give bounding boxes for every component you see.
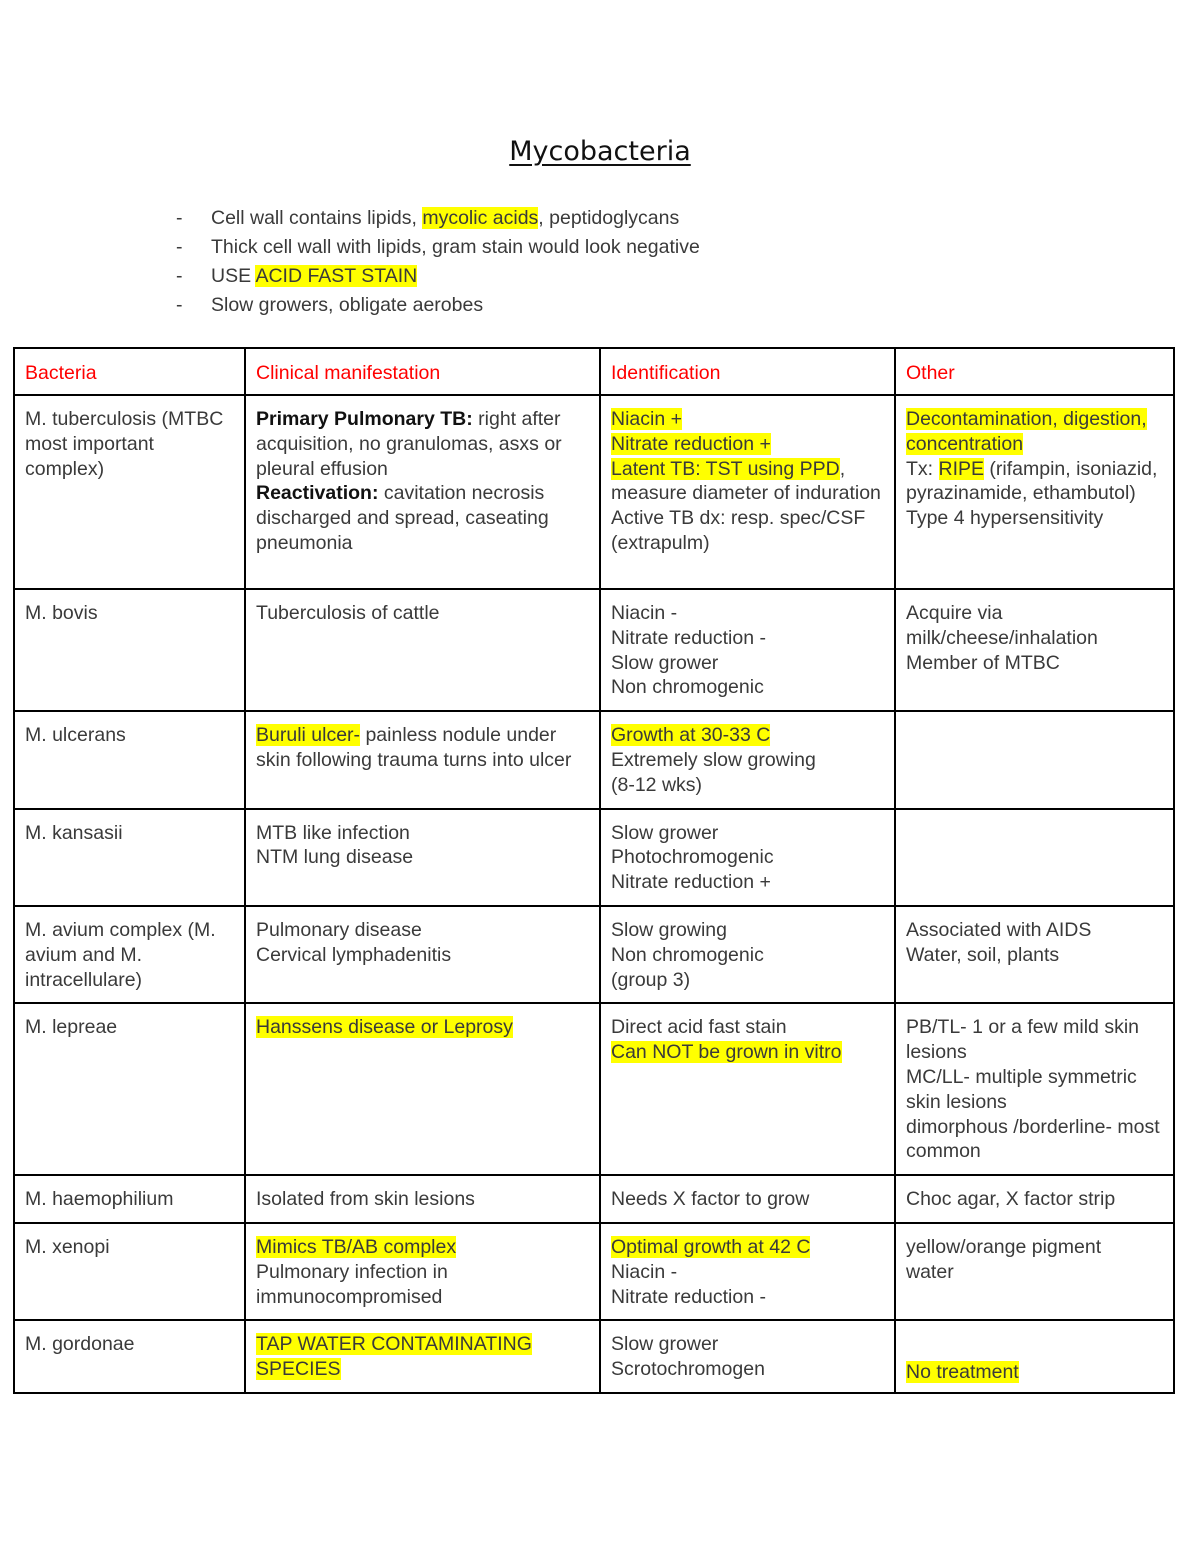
header-cell-identification: Identification xyxy=(600,348,895,395)
bacteria-cell: M. avium complex (M. avium and M. intracellulare) xyxy=(14,906,245,1003)
cell-text: Scrotochromogen xyxy=(611,1358,765,1381)
cell-text: Water, soil, plants xyxy=(906,943,1060,966)
bacteria-cell: M. xenopi xyxy=(14,1223,245,1320)
mycobacteria-table xyxy=(13,347,1175,1394)
bacteria-cell: M. gordonae xyxy=(14,1320,245,1393)
highlighted-text: Growth at 30-33 C xyxy=(611,724,771,747)
cell-text: Niacin - xyxy=(611,1260,678,1283)
identification-cell xyxy=(600,1003,895,1175)
clinical-cell xyxy=(245,395,600,589)
clinical-cell xyxy=(245,809,600,906)
highlighted-text: TAP WATER CONTAMINATING SPECIES xyxy=(256,1333,532,1381)
table-row xyxy=(14,809,1174,906)
identification-cell xyxy=(600,1320,895,1393)
cell-text: right after acquisition, no granulomas, asxs or pleural effusion xyxy=(256,408,562,480)
cell-text: Pulmonary infection in immunocompromised xyxy=(256,1260,448,1308)
cell-text: Slow grower xyxy=(611,821,719,844)
identification-cell xyxy=(600,1223,895,1320)
bacteria-cell: M. ulcerans xyxy=(14,711,245,808)
cell-text: Member of MTBC xyxy=(906,651,1060,674)
bullet-text: Thick cell wall with lipids, gram stain would look negative xyxy=(211,236,700,258)
table-row xyxy=(14,1003,1174,1175)
bullet-list xyxy=(174,204,700,320)
clinical-cell: Tuberculosis of cattle xyxy=(245,589,600,711)
bullet-text: Cell wall contains lipids, xyxy=(211,207,423,229)
cell-text: NTM lung disease xyxy=(256,846,414,869)
highlighted-text: Hanssens disease or Leprosy xyxy=(256,1016,513,1039)
bacteria-cell: M. lepreae xyxy=(14,1003,245,1175)
highlighted-text: Mimics TB/AB complex xyxy=(256,1235,457,1258)
identification-cell xyxy=(600,906,895,1003)
bullet-item xyxy=(174,204,700,233)
other-cell xyxy=(895,809,1174,906)
cell-text: MTB like infection xyxy=(256,821,410,844)
bullet-item xyxy=(174,262,700,291)
table-row xyxy=(14,1320,1174,1393)
bacteria-cell: M. bovis xyxy=(14,589,245,711)
cell-text: , measure diameter of induration xyxy=(611,457,881,505)
clinical-cell xyxy=(245,1223,600,1320)
bullet-text: Slow growers, obligate aerobes xyxy=(211,294,484,316)
bullet-text: , peptidoglycans xyxy=(538,207,680,229)
header-cell-other: Other xyxy=(895,348,1174,395)
cell-text: Niacin - xyxy=(611,602,678,624)
highlighted-text: RIPE xyxy=(938,457,985,480)
cell-text: Slow grower xyxy=(611,1333,719,1356)
cell-text: Nitrate reduction - xyxy=(611,1285,766,1308)
cell-text: water xyxy=(906,1260,954,1283)
cell-text: Photochromogenic xyxy=(611,846,774,869)
cell-text: (group 3) xyxy=(611,968,691,991)
other-cell xyxy=(895,711,1174,808)
highlighted-text: mycolic acids xyxy=(422,207,539,229)
cell-text: (rifampin, isoniazid, pyrazinamide, ethambutol) xyxy=(906,457,1158,505)
cell-text: Acquire via milk/cheese/inhalation xyxy=(906,602,1098,649)
cell-text: Slow growing xyxy=(611,918,727,941)
bold-label: Primary Pulmonary TB: xyxy=(256,408,473,430)
clinical-cell xyxy=(245,1003,600,1175)
highlighted-text: Buruli ulcer- xyxy=(256,724,361,747)
cell-text: Non chromogenic xyxy=(611,676,764,699)
other-cell xyxy=(895,589,1174,711)
page-title: Mycobacteria xyxy=(509,136,691,167)
cell-text: Cervical lymphadenitis xyxy=(256,943,452,966)
highlighted-text: Latent TB: TST using PPD xyxy=(611,457,840,480)
identification-cell xyxy=(600,589,895,711)
bullet-text: USE xyxy=(211,265,256,287)
highlighted-text: ACID FAST STAIN xyxy=(255,265,418,287)
table-header-row xyxy=(14,348,1174,395)
cell-text: Direct acid fast stain xyxy=(611,1016,787,1039)
cell-text: Tx: xyxy=(906,457,939,480)
bacteria-cell: M. tuberculosis (MTBC most important complex) xyxy=(14,395,245,589)
cell-text: yellow/orange pigment xyxy=(906,1235,1102,1258)
table-row xyxy=(14,1175,1174,1223)
clinical-cell xyxy=(245,906,600,1003)
cell-text: Extremely slow growing xyxy=(611,748,816,771)
cell-text: Slow grower xyxy=(611,651,719,674)
highlighted-text: Niacin + xyxy=(611,408,682,430)
clinical-cell xyxy=(245,1320,600,1393)
header-cell-bacteria: Bacteria xyxy=(14,348,245,395)
header-cell-clinical: Clinical manifestation xyxy=(245,348,600,395)
cell-text: Non chromogenic xyxy=(611,943,764,966)
clinical-cell: Isolated from skin lesions xyxy=(245,1175,600,1223)
cell-text: Nitrate reduction + xyxy=(611,871,771,894)
cell-text: painless nodule under skin following trauma turns into ulcer xyxy=(256,724,572,771)
cell-text: Pulmonary disease xyxy=(256,918,422,941)
highlighted-text: Can NOT be grown in vitro xyxy=(611,1041,842,1064)
identification-cell xyxy=(600,711,895,808)
cell-text: Nitrate reduction - xyxy=(611,626,766,649)
cell-text: PB/TL- 1 or a few mild skin lesions xyxy=(906,1016,1139,1064)
cell-text: MC/LL- multiple symmetric skin lesions xyxy=(906,1065,1137,1113)
highlighted-text: Optimal growth at 42 C xyxy=(611,1235,811,1258)
clinical-cell xyxy=(245,711,600,808)
table-row xyxy=(14,1223,1174,1320)
table-row xyxy=(14,395,1174,589)
highlighted-text: Nitrate reduction + xyxy=(611,432,771,455)
other-cell: Choc agar, X factor strip xyxy=(895,1175,1174,1223)
bacteria-cell: M. haemophilium xyxy=(14,1175,245,1223)
bullet-item xyxy=(174,233,700,262)
other-cell xyxy=(895,906,1174,1003)
bacteria-cell: M. kansasii xyxy=(14,809,245,906)
cell-text: Active TB dx: resp. spec/CSF (extrapulm) xyxy=(611,507,866,554)
table-row xyxy=(14,906,1174,1003)
identification-cell: Needs X factor to grow xyxy=(600,1175,895,1223)
cell-text: dimorphous /borderline- most common xyxy=(906,1115,1160,1163)
table-row xyxy=(14,589,1174,711)
identification-cell xyxy=(600,395,895,589)
table-row xyxy=(14,711,1174,808)
identification-cell xyxy=(600,809,895,906)
cell-text: Associated with AIDS xyxy=(906,918,1092,941)
other-cell xyxy=(895,1320,1174,1393)
bullet-item xyxy=(174,291,700,320)
cell-text: (8-12 wks) xyxy=(611,773,703,796)
bold-label: Reactivation: xyxy=(256,482,379,505)
cell-text: cavitation necrosis discharged and spread, caseating pneumonia xyxy=(256,482,549,554)
highlighted-text: No treatment xyxy=(906,1360,1019,1383)
other-cell xyxy=(895,1223,1174,1320)
other-cell xyxy=(895,1003,1174,1175)
other-cell xyxy=(895,395,1174,589)
cell-text: Type 4 hypersensitivity xyxy=(906,507,1104,530)
highlighted-text: Decontamination, digestion, concentration xyxy=(906,408,1147,455)
